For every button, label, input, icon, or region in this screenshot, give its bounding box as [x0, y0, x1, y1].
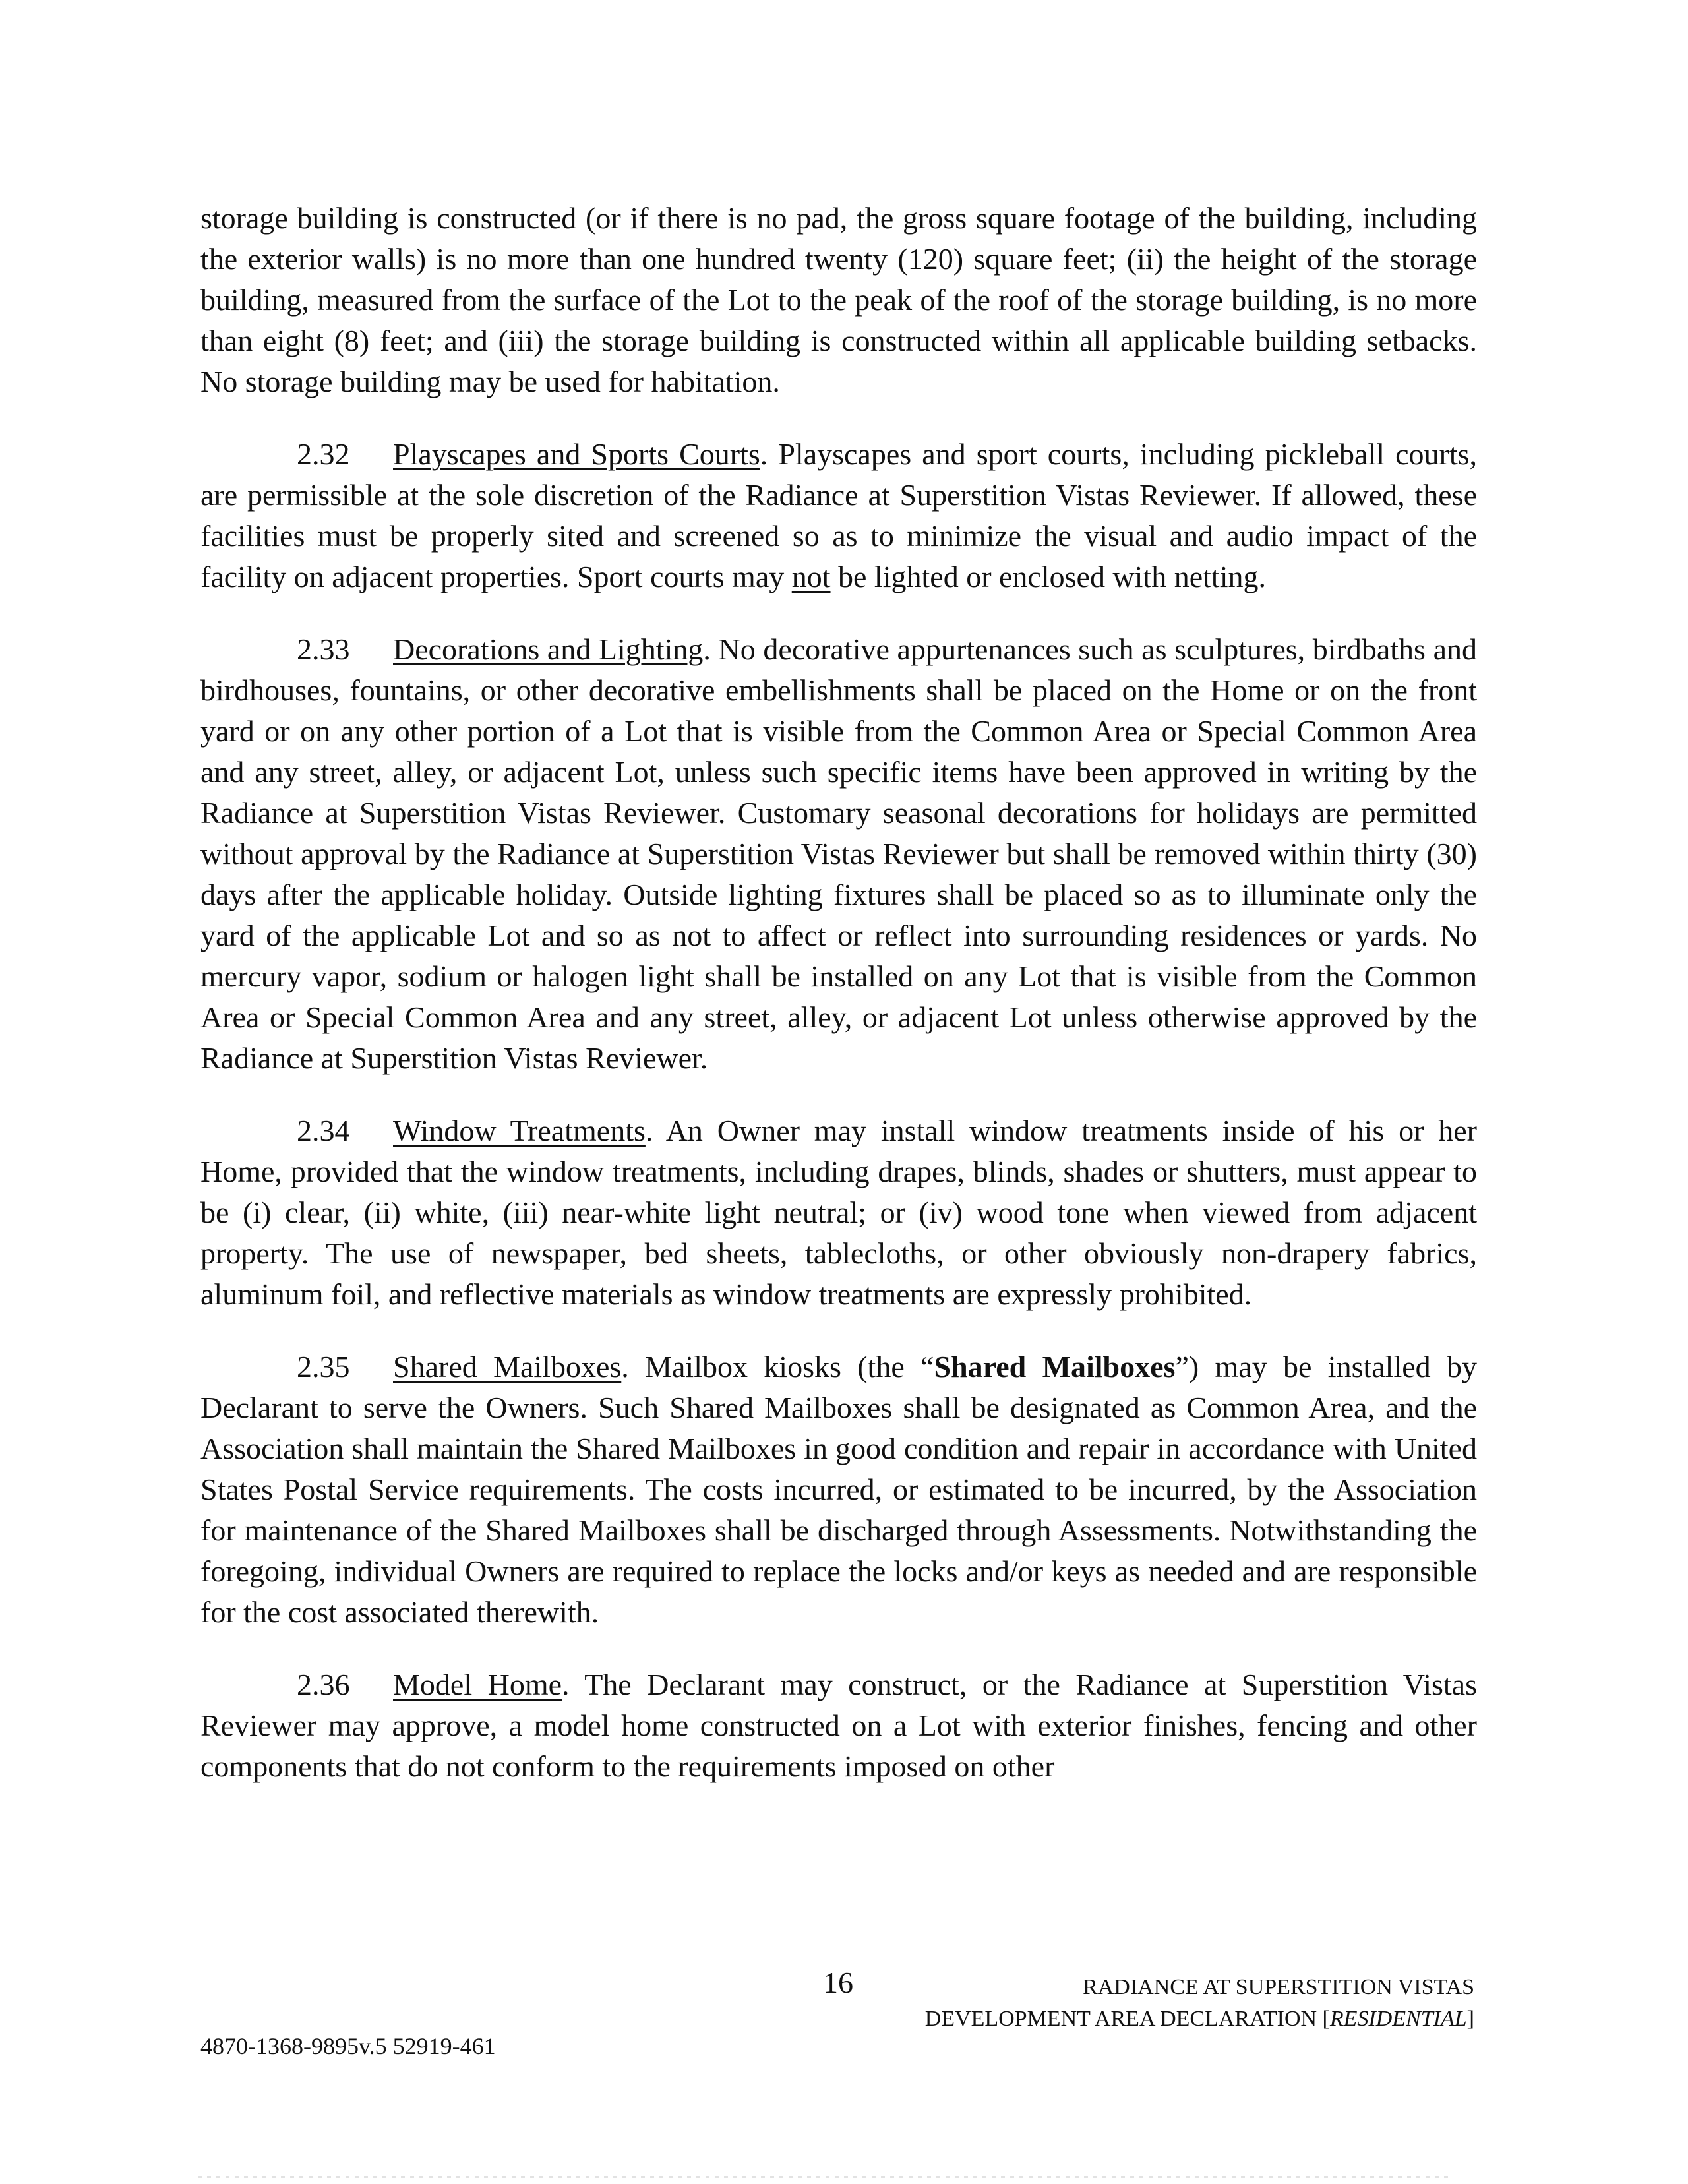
footer-title-line-2: [925, 2003, 1474, 2035]
section-number: 2.36: [297, 1668, 350, 1701]
section-2-36: [200, 1664, 1477, 1787]
section-heading: Shared Mailboxes: [393, 1350, 622, 1383]
page-number: 16: [823, 1966, 853, 1999]
section-text-continued: be lighted or enclosed with netting.: [830, 560, 1266, 593]
section-number: 2.32: [297, 437, 350, 471]
section-text: . Mailbox kiosks (the “: [621, 1350, 934, 1383]
defined-term: Shared Mailboxes: [934, 1350, 1176, 1383]
footer-title-prefix: DEVELOPMENT AREA DECLARATION [: [924, 2007, 1330, 2031]
document-body: [200, 198, 1477, 1819]
section-text: . No decorative appurtenances such as sculptures, birdbaths and birdhouses, fountains, or other decorative embellishments shall be placed on the Home or on the front yard or on any other portion of a Lot that is visible from the Common Area or Special Common Area and any street, alley, or adjacent Lot, unless such specific items have been approved in writing by the Radiance at Superstition Vistas Reviewer. Customary seasonal decorations for holidays are permitted without approval by the Radiance at Superstition Vistas Reviewer but shall be removed within thirty (30) days after the applicable holiday. Outside lighting fixtures shall be placed so as to illuminate only the yard of the applicable Lot and so as not to affect or reflect into surrounding residences or yards. No mercury vapor, sodium or halogen light shall be installed on any Lot that is visible from the Common Area or Special Common Area and any street, alley, or adjacent Lot unless otherwise approved by the Radiance at Superstition Vistas Reviewer.: [200, 632, 1478, 1075]
footer-title-italic: RESIDENTIAL: [1329, 2007, 1467, 2031]
document-id: 4870-1368-9895v.5 52919-461: [200, 2033, 496, 2059]
intro-paragraph: storage building is constructed (or if there is no pad, the gross square footage of the building, including the exterior walls) is no more than one hundred twenty (120) square feet; (ii) the height of the storage building, measured from the surface of the Lot to the peak of the roof of the storage building, is no more than eight (8) feet; and (iii) the storage building is constructed within all applicable building setbacks. No storage building may be used for habitation.: [200, 201, 1477, 398]
section-number: 2.35: [297, 1350, 350, 1383]
footer-title-line-1: RADIANCE AT SUPERSTITION VISTAS: [1083, 1975, 1474, 1999]
document-title-footer: [925, 1972, 1474, 2035]
section-2-34: [200, 1110, 1477, 1315]
section-text: . Playscapes and sport courts, including pickleball courts, are permissible at the sole discretion of the Radiance at Superstition Vistas Reviewer. If allowed, these facilities must be properly sited and screened so as to minimize the visual and audio impact of the facility on adjacent properties. Sport courts may: [200, 437, 1478, 593]
section-heading: Playscapes and Sports Courts: [393, 437, 760, 471]
section-2-32: [200, 434, 1477, 597]
section-text: . The Declarant may construct, or the Radiance at Superstition Vistas Reviewer may approve, a model home constructed on a Lot with exterior finishes, fencing and other components that do not conform to the requirements imposed on other: [200, 1668, 1477, 1783]
section-text: . An Owner may install window treatments inside of his or her Home, provided that the window treatments, including drapes, blinds, shades or shutters, must appear to be (i) clear, (ii) white, (iii) near-white light neutral; or (iv) wood tone when viewed from adjacent property. The use of newspaper, bed sheets, tablecloths, or other obviously non-drapery fabrics, aluminum foil, and reflective materials as window treatments are expressly prohibited.: [200, 1114, 1477, 1311]
footer-title-suffix: ]: [1466, 2007, 1474, 2031]
section-heading: Window Treatments: [393, 1114, 646, 1147]
section-2-35: [200, 1347, 1477, 1633]
section-heading: Decorations and Lighting: [393, 632, 704, 666]
scan-artifact-line: [198, 2176, 1451, 2178]
section-number: 2.33: [297, 632, 350, 666]
section-2-33: [200, 629, 1477, 1079]
section-heading: Model Home: [393, 1668, 562, 1701]
section-number: 2.34: [297, 1114, 350, 1147]
section-text-continued: ”) may be installed by Declarant to serve the Owners. Such Shared Mailboxes shall be designated as Common Area, and the Association shall maintain the Shared Mailboxes in good condition and repair in accordance with United States Postal Service requirements. The costs incurred, or estimated to be incurred, by the Association for maintenance of the Shared Mailboxes shall be discharged through Assessments. Notwithstanding the foregoing, individual Owners are required to replace the locks and/or keys as needed and are responsible for the cost associated therewith.: [200, 1350, 1477, 1629]
emphasis-underlined: not: [791, 560, 831, 593]
